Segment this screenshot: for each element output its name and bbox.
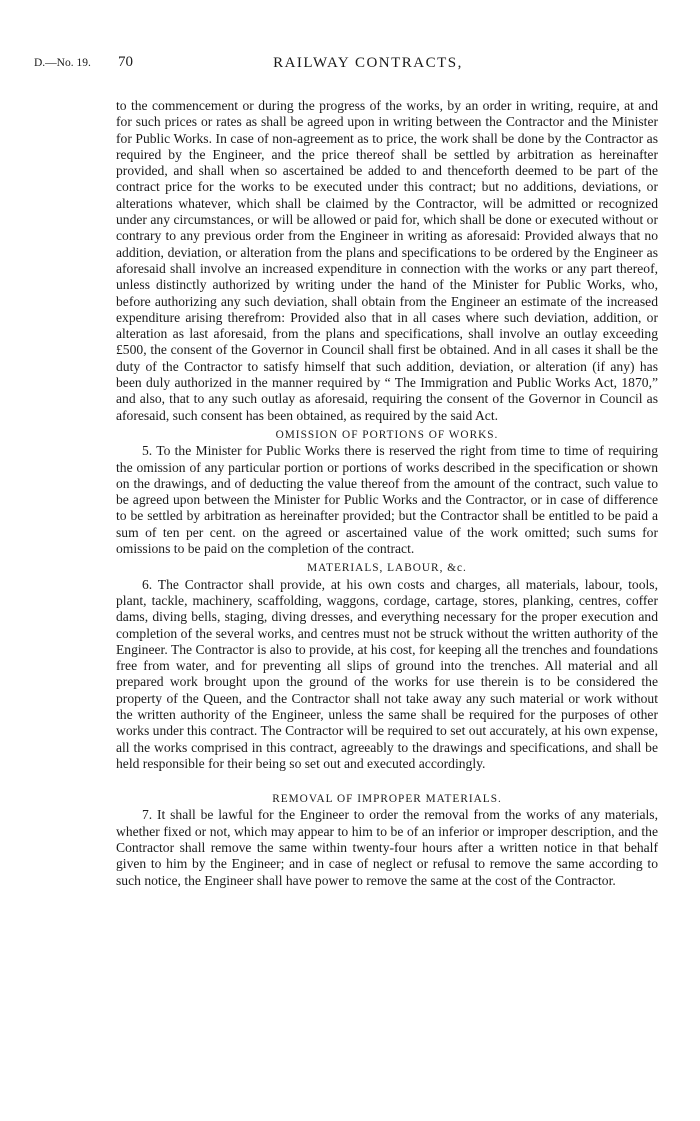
section-paragraph-6: 6. The Contractor shall provide, at his own costs and charges, all materials, labour, tools, plant, tackle, machinery, scaffolding, waggons, cordage, cartage, stores, planking, centres, coffer dams, diving bells, staging, diving dresses, and everything necessary for the proper execution and completion of the several works, and centres must not be struck without the written authority of the Engineer. The Contractor is also to provide, at his cost, for keeping all the trenches and foundations free from water, and for preventing all slips of ground into the trenches. All material and all prepared work brought upon the ground of the works for use therein is to be considered the property of the Queen, and the Contractor shall not take away any such material or work without the written authority of the Engineer, unless the same shall be required for the purposes of other works under this contract. The Contractor will be required to set out accurately, at his own expense, all the works comprised in this contract, agreeably to the drawings and specifications, and shall be held responsible for their being so set out and executed accordingly.	[116, 576, 658, 771]
page-header	[0, 54, 700, 78]
document-body	[116, 98, 658, 889]
section-paragraph-7: 7. It shall be lawful for the Engineer to order the removal from the works of any materials, whether fixed or not, which may appear to him to be of an inferior or improper description, and the Contractor shall remove the same within twenty-four hours after a written notice in that behalf given to him by the Engineer; and in case of neglect or refusal to remove the same according to such notice, the Engineer shall have power to remove the same at the cost of the Contractor.	[116, 807, 658, 888]
section-heading-materials: MATERIALS, LABOUR, &c.	[307, 562, 467, 575]
section-heading-removal: REMOVAL OF IMPROPER MATERIALS.	[272, 793, 502, 806]
section-paragraph-5: 5. To the Minister for Public Works there is reserved the right from time to time of requiring the omission of any particular portion or portions of works described in the specification or shown on the drawings, and of deducting the value thereof from the amount of the contract, such value to be agreed upon between the Minister for Public Works and the Contractor, or in case of difference to be settled by arbitration as hereinafter provided; but the Contractor shall be entitled to be paid a sum of ten per cent. on the agreed or ascertained value of the work omitted; such sums for omissions to be paid on the completion of the contract.	[116, 443, 658, 557]
page-number: 70	[118, 54, 133, 70]
running-title: RAILWAY CONTRACTS,	[273, 55, 463, 71]
continued-paragraph: to the commencement or during the progress of the works, by an order in writing, require, at and for such prices or rates as shall be agreed upon in writing between the Contractor and the Minister for Public Works. In case of non-agreement as to price, the work shall be done by the Contractor as required by the Engineer, and the price thereof shall be settled by arbitration as hereinafter provided, and shall when so ascertained be added to and thenceforth deemed to be part of the contract price for the works to be executed under this contract; but no additions, deviations, or alterations whatever, which shall be claimed by the Contractor, will be admitted or recognized under any circumstances, or will be allowed or paid for, which shall be done or executed without or contrary to any previous order from the Engineer in writing as aforesaid: Provided always that no addition, deviation, or alteration from the plans and specifications to be ordered by the Engineer as aforesaid shall involve an increased expenditure in connection with the works or any part thereof, unless distinctly authorized by writing under the hand of the Minister for Public Works, who, before authorizing any such deviation, shall obtain from the Engineer an estimate of the increased expenditure arising therefrom: Provided also that in all cases where such deviation, addition, or alteration as last aforesaid, from the plans and specifications, shall involve an outlay exceeding £500, the consent of the Governor in Council shall first be obtained. And in all cases it shall be the duty of the Contractor to satisfy himself that such addition, deviation, or alteration (if any) has been duly authorized in the manner required by “ The Immigration and Public Works Act, 1870,” and also, that to any such outlay as aforesaid, requiring the consent of the Governor in Council as aforesaid, such consent has been obtained, as required by the said Act.	[116, 98, 658, 423]
section-heading-omission: OMISSION OF PORTIONS OF WORKS.	[275, 428, 499, 441]
document-reference: D.—No. 19.	[34, 57, 91, 69]
